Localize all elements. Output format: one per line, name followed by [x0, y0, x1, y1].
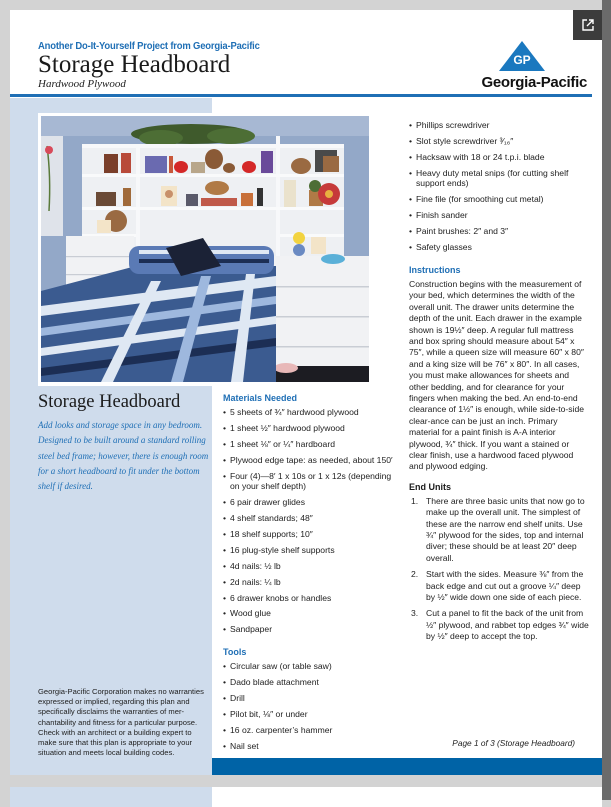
list-item: • Fine file (for smoothing cut metal) [409, 194, 589, 205]
list-item: • Nail set [223, 741, 403, 752]
list-item: • 18 shelf supports; 10″ [223, 529, 403, 540]
list-item: • 6 drawer knobs or handles [223, 593, 403, 604]
list-item: • 4d nails: ½ lb [223, 561, 403, 572]
next-page-sidebar-panel [10, 787, 212, 807]
materials-list [223, 407, 403, 635]
page-number-label: Page 1 of 3 (Storage Headboard) [452, 738, 575, 748]
photo-image [41, 116, 369, 382]
viewer-scrollbar[interactable] [602, 0, 611, 800]
list-item: • 1 sheet ⅛″ or ¼″ hardboard [223, 439, 403, 450]
list-item: • Paint brushes: 2″ and 3″ [409, 226, 589, 237]
step-text: Start with the sides. Measure ⅜″ from the back edge and cut out a groove ¼″ deep by ½″ wide down one side of each piece. [426, 569, 584, 603]
step-text: Cut a panel to fit the back of the unit from ½″ plywood, and rabbet top edges ¾″ wide by ½″ deep to accept the top. [426, 608, 589, 642]
logo-monogram: GP [513, 53, 531, 67]
tools-heading: Tools [223, 647, 247, 658]
list-item: • Circular saw (or table saw) [223, 661, 403, 672]
header-rule [10, 94, 592, 97]
step-number: 2. [411, 569, 419, 580]
end-units-steps [409, 496, 589, 643]
step-item [409, 569, 589, 603]
list-item: • 5 sheets of ¾″ hardwood plywood [223, 407, 403, 418]
disclaimer-text: Georgia-Pacific Corporation makes no warranties expressed or implied, regarding this plan and specifically disclaims the warranties of mer-chantability and fitness for a particular purpose. Check with an architect or a building expert to make sure that this plan is appropriate to your situation and meets local building codes. [38, 687, 204, 758]
instructions-body: Construction begins with the measurement of your bed, which determines the width of the overall unit. The drawer units determine the depth of the unit. Each drawer in the example shown is 19½″ deep. A regular full mattress and box spring should measure about 54″ x 75″, while a queen size will measure 60″ x 80″ and a king size will be 76″ x 80″. In all cases, you must make allowances for sheets and other bedding, and for clearance for your fingers when making the bed. An end-to-end clearance of 1½″ is enough, while side-to-side clear-ance can be just an inch. Primary material for a paint finish is A-A interior plywood, ¾″ thick. If you want a stained or clear finish, use a hardwood faced plywood and plywood edging. [409, 278, 585, 472]
list-item: • Phillips screwdriver [409, 120, 589, 131]
tools-list-continued [409, 120, 589, 253]
end-units-heading: End Units [409, 481, 451, 492]
sidebar-title: Storage Headboard [38, 392, 181, 412]
bedroom-photo [38, 113, 372, 386]
step-item [409, 608, 589, 642]
list-item: • Pilot bit, ⅛″ or under [223, 709, 403, 720]
list-item: • Slot style screwdriver ³⁄₁₆″ [409, 136, 589, 147]
instructions-column [409, 120, 589, 648]
footer-bar [212, 758, 602, 775]
next-page-preview [10, 787, 602, 807]
tools-list [223, 661, 403, 751]
list-item: • 1 sheet ½″ hardwood plywood [223, 423, 403, 434]
list-item: • 2d nails: ¼ lb [223, 577, 403, 588]
page-subtitle: Hardwood Plywood [38, 78, 126, 90]
list-item: • 16 oz. carpenter’s hammer [223, 725, 403, 736]
list-item: • Finish sander [409, 210, 589, 221]
external-link-icon [581, 18, 595, 32]
list-item: • Sandpaper [223, 624, 403, 635]
list-item: • Wood glue [223, 608, 403, 619]
list-item: • Dado blade attachment [223, 677, 403, 688]
list-item: • 16 plug-style shelf supports [223, 545, 403, 556]
list-item: • Four (4)—8′ 1 x 10s or 1 x 12s (depending on your shelf depth) [223, 471, 403, 493]
materials-heading: Materials Needed [223, 393, 298, 403]
open-external-button[interactable] [573, 10, 602, 40]
list-item: • Safety glasses [409, 242, 589, 253]
list-item: • 6 pair drawer glides [223, 497, 403, 508]
bedroom-illustration [41, 116, 369, 382]
list-item: • Drill [223, 693, 403, 704]
list-item: • Hacksaw with 18 or 24 t.p.i. blade [409, 152, 589, 163]
page-title: Storage Headboard [38, 51, 231, 78]
instructions-heading: Instructions [409, 264, 461, 275]
step-item [409, 496, 589, 564]
step-number: 1. [411, 495, 419, 506]
sidebar-intro: Add looks and storage space in any bedroom. Designed to be built around a standard rolling steel bed frame; however, there is enough room for a short headboard to fit under the bottom shelf if desired. [38, 420, 209, 492]
logo-name: Georgia-Pacific [481, 74, 587, 91]
list-item: • 4 shelf standards; 48″ [223, 513, 403, 524]
list-item: • Plywood edge tape: as needed, about 150′ [223, 455, 403, 466]
step-number: 3. [411, 608, 419, 619]
step-text: There are three basic units that now go to make up the overall unit. The simplest of these are the narrow end shelf units. Use ¾″ plywood for the sides, top and internal diver; these should be at least 20″ deep overall. [426, 495, 585, 563]
document-page [10, 10, 602, 775]
georgia-pacific-logo [455, 38, 587, 98]
list-item: • Heavy duty metal snips (for cutting shelf support ends) [409, 168, 589, 190]
header-kicker: Another Do-It-Yourself Project from Georgia-Pacific [38, 40, 260, 52]
materials-tools-column [223, 392, 403, 757]
